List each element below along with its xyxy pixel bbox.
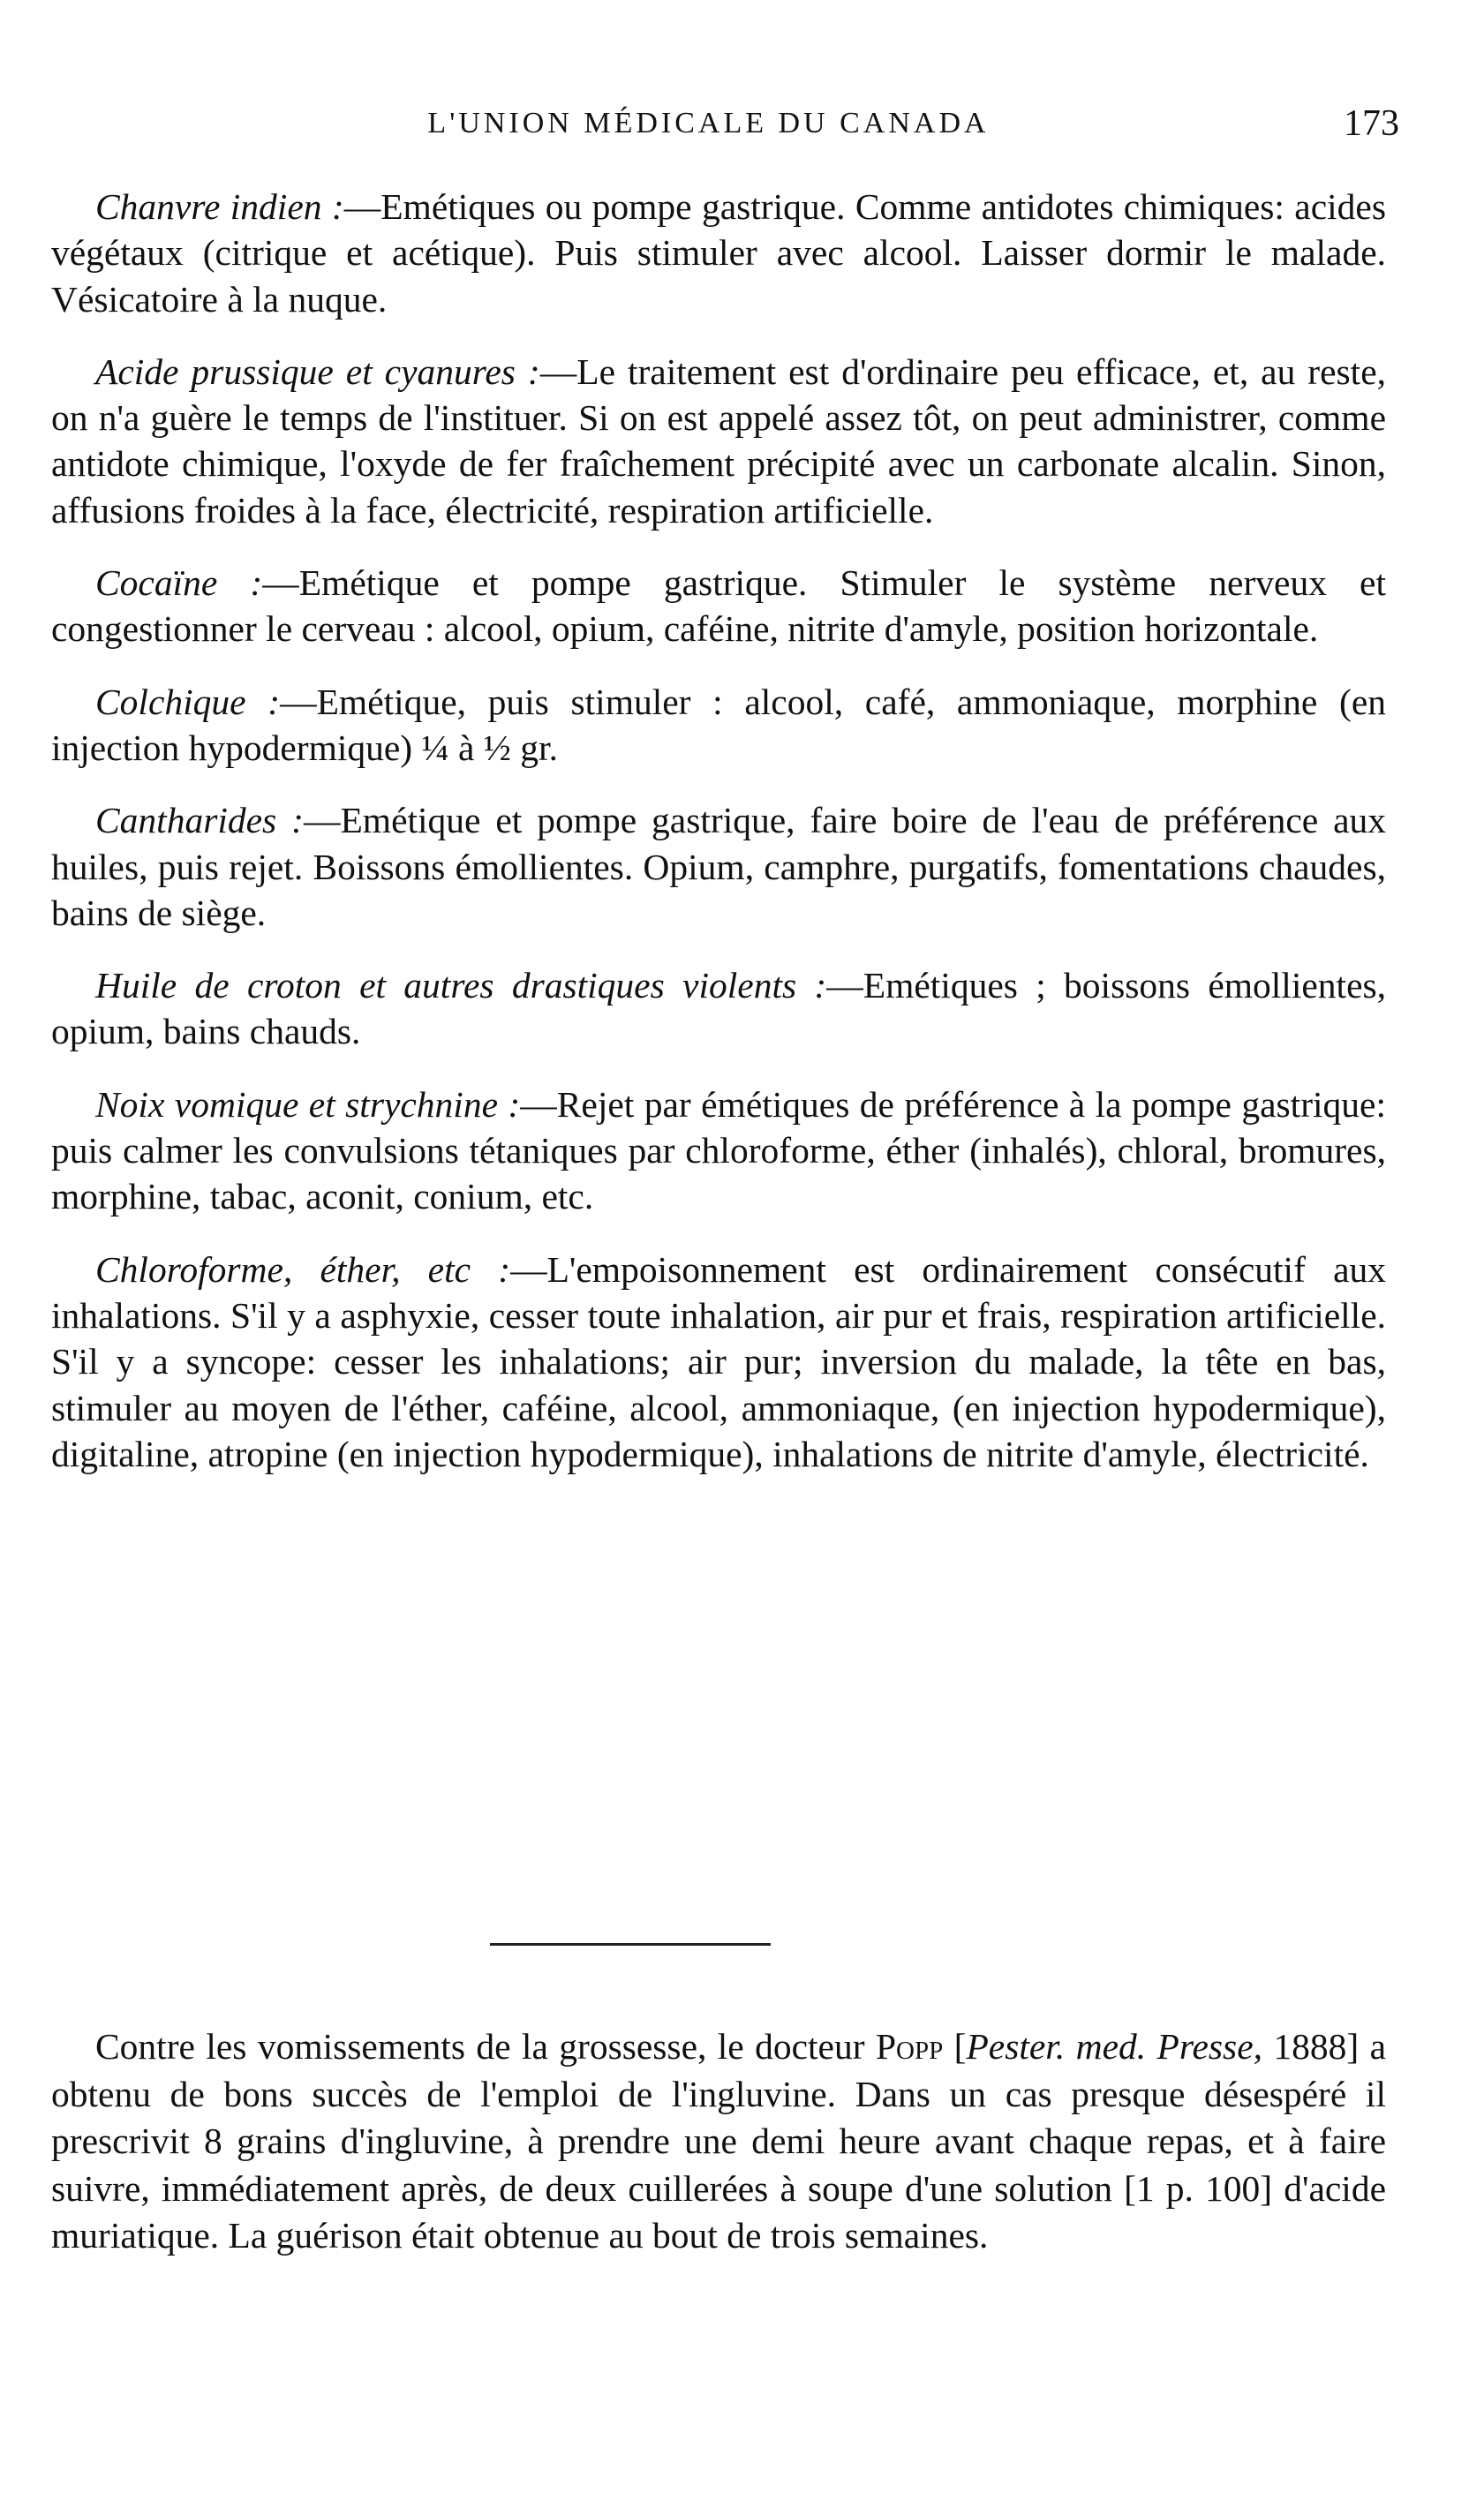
entry-term: Cantharides : [95,800,304,841]
page-header [53,97,1399,150]
entry-text: —Emétique et pompe gastrique. Stimuler le système nerveux et congestionner le cerveau : alcool, opium, caféine, nitrite d'amyle, position horizontale. [51,562,1386,650]
entry-text: —Emétique, puis stimuler : alcool, café, ammoniaque, morphine (en injection hypodermique) ¼ à ½ gr. [51,681,1386,768]
entry-text: —Le traitement est d'ordinaire peu efficace, et, au reste, on n'a guère le temps de l'instituer. Si on est appelé assez tôt, on peut administrer, comme antidote chimique, l'oxyde de fer fraîchement précipité avec un carbonate alcalin. Sinon, affusions froides à la face, électricité, respiration artificielle. [51,350,1386,531]
entry-cocaine [51,560,1386,652]
note-block [51,2023,1386,2260]
entry-term: Cocaïne : [95,562,263,604]
entry-text: —Emétique et pompe gastrique, faire boire de l'eau de préférence aux huiles, puis rejet. Boissons émollientes. Opium, camphre, purgatifs, fomentations chaudes, bains de siège. [51,800,1387,933]
entry-term: Chloroforme, éther, etc : [95,1248,511,1290]
entry-text: —L'empoisonnement est ordinairement consécutif aux inhalations. S'il y a asphyxie, cesser toute inhalation, air pur et frais, respiration artificielle. S'il y a syncope: cesser les inhalations; air pur; inversion du malade, la tête en bas, stimuler au moyen de l'éther, caféine, alcool, ammoniaque, (en injection hypodermique), digitaline, atropine (en injection hypodermique), inhalations de nitrite d'amyle, électricité. [51,1248,1386,1474]
entry-term: Noix vomique et strychnine : [95,1083,521,1125]
note-paragraph [51,2023,1386,2260]
note-text: a obtenu de bons succès de l'emploi de l'ingluvine. Dans un cas presque désespéré il prescrivit 8 grains d'ingluvine, à prendre une demi heure avant chaque repas, et à faire suivre, immédiatement après, de deux cuillerées à soupe d'une solution [1 p. 100] d'acide muriatique. La guérison était obtenue au bout de trois semaines. [51,2026,1387,2256]
entry-term: Chanvre indien : [95,186,344,227]
note-citation-year: 1888] [1273,2026,1360,2067]
section-divider [490,1943,771,1946]
note-author: Popp [875,2026,944,2067]
entry-term: Acide prussique et cyanures : [95,350,540,392]
entry-text: —Emétiques ou pompe gastrique. Comme antidotes chimiques: acides végétaux (citrique et acétique). Puis stimuler avec alcool. Laisser dormir le malade. Vésicatoire à la nuque. [51,186,1386,320]
running-title: L'UNION MÉDICALE DU CANADA [427,107,990,139]
note-lead: Contre les vomissements de la grossesse, le docteur [95,2026,865,2067]
page-number: 173 [1344,103,1399,144]
entry-chloroforme [51,1247,1386,1477]
body-text [51,184,1386,1503]
entry-term: Colchique : [95,681,281,722]
note-citation: Pester. med. Presse, [966,2026,1262,2067]
entry-text: —Emétiques ; boissons émollientes, opium, bains chauds. [51,965,1387,1052]
entry-huile-de-croton [51,962,1386,1055]
entry-colchique [51,679,1386,772]
entry-chanvre-indien [51,184,1386,322]
entry-term: Huile de croton et autres drastiques violents : [95,965,827,1006]
note-cite-open: [ [953,2026,967,2067]
entry-cantharides [51,797,1386,936]
entry-text: —Rejet par émétiques de préférence à la pompe gastrique: puis calmer les convulsions tétaniques par chloroforme, éther (inhalés), chloral, bromures, morphine, tabac, aconit, conium, etc. [51,1083,1386,1217]
entry-noix-vomique [51,1081,1386,1220]
entry-acide-prussique [51,349,1386,533]
